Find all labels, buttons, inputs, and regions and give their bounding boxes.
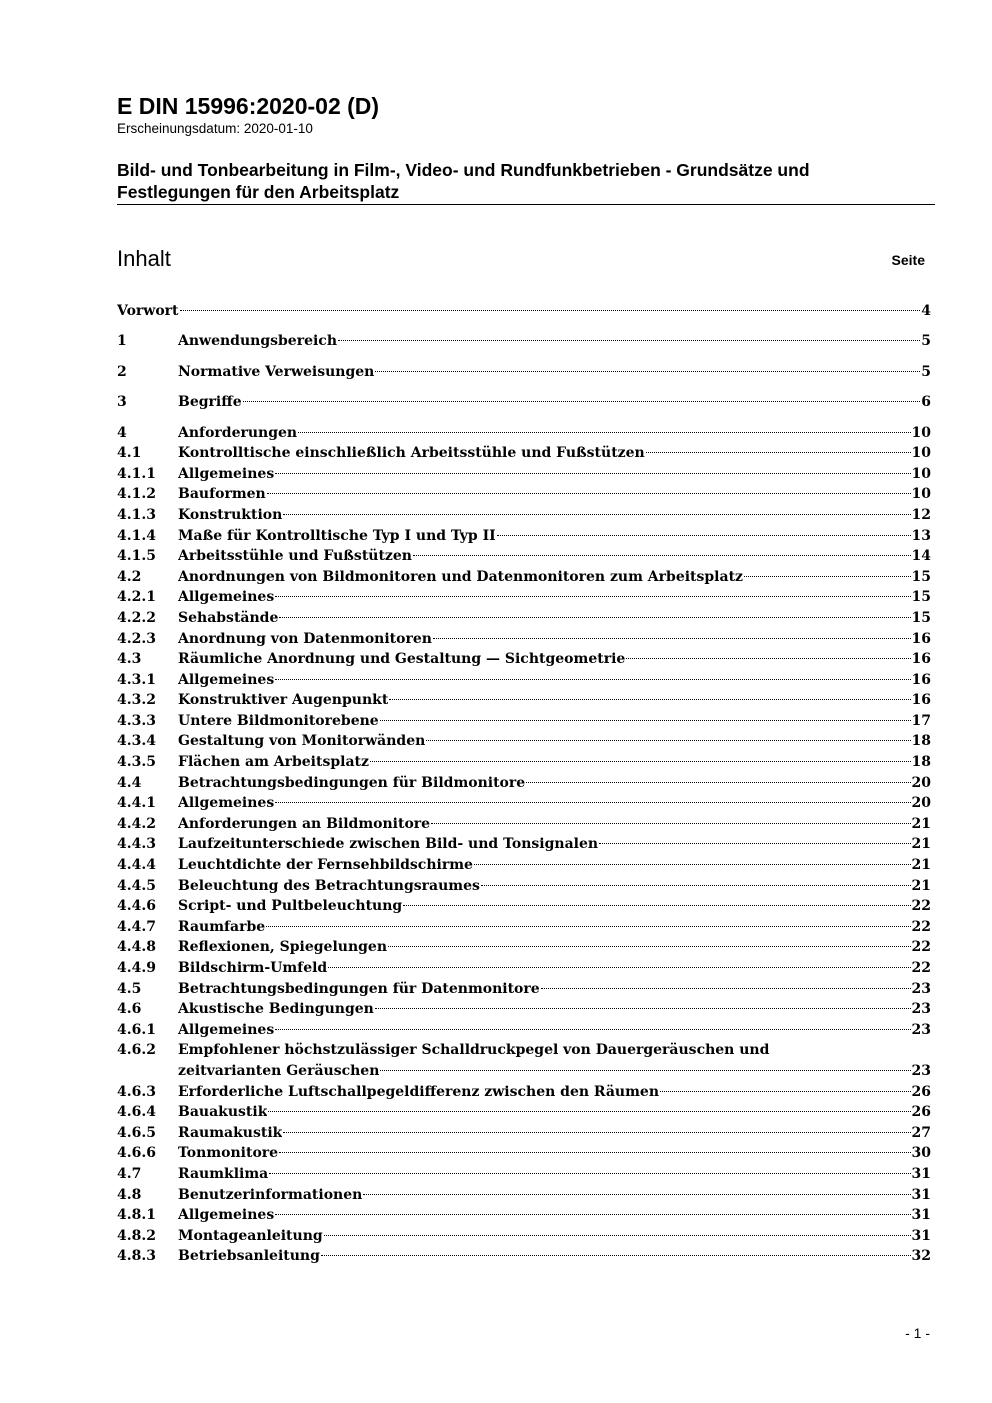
toc-leader-dots (180, 310, 921, 311)
toc-entry-number: 4 (117, 424, 127, 441)
toc-entry-page: 10 (911, 486, 931, 503)
toc-entry-line (178, 629, 931, 650)
toc-leader-dots (268, 1111, 910, 1112)
toc-leader-dots (275, 1029, 910, 1030)
toc-entry-line (178, 731, 931, 752)
toc-entry-line (178, 423, 931, 444)
toc-entry-line (178, 958, 931, 979)
toc-entry[interactable] (117, 1102, 931, 1123)
toc-leader-dots (279, 617, 910, 618)
toc-entry-title: Allgemeines (178, 465, 275, 482)
toc-entry-line (117, 301, 931, 322)
toc-entry-title: Allgemeines (178, 1207, 275, 1224)
toc-entry-title: Empfohlener höchstzulässiger Schalldruckpegel von Dauergeräuschen und (178, 1042, 770, 1059)
toc-entry-number: 4.4.2 (117, 815, 156, 832)
toc-entry[interactable] (117, 814, 931, 835)
toc-entry-line (178, 999, 931, 1020)
toc-entry-line (178, 752, 931, 773)
toc-entry-page: 4 (921, 303, 931, 319)
toc-leader-dots (497, 535, 911, 536)
toc-entry-line (178, 1205, 931, 1226)
toc-entry-title: Raumfarbe (178, 918, 266, 935)
toc-entry-number: 4.4.9 (117, 960, 156, 976)
toc-entry-number: 4.1 (117, 445, 142, 462)
toc-entry[interactable] (117, 711, 931, 732)
document-id: E DIN 15996:2020-02 (D) (117, 93, 380, 119)
toc-entry-title: Flächen am Arbeitsplatz (178, 754, 369, 771)
toc-leader-dots (413, 555, 911, 556)
toc-leader-dots (298, 432, 910, 433)
toc-entry-line (178, 670, 931, 691)
toc-entry-line (178, 464, 931, 485)
toc-entry-page: 22 (911, 960, 931, 976)
toc-leader-dots (660, 1091, 911, 1092)
toc-leader-dots (363, 1194, 910, 1195)
toc-entry-page: 22 (911, 918, 931, 935)
toc-entry-number: 4.4.5 (117, 877, 156, 894)
toc-entry[interactable] (117, 1164, 931, 1185)
toc-entry-title: Gestaltung von Monitorwänden (178, 733, 426, 750)
toc-entry-number: 4.4.7 (117, 918, 156, 935)
toc-entry-page: 15 (911, 609, 931, 626)
toc-leader-dots (646, 452, 911, 453)
toc-entry-page: 31 (911, 1227, 931, 1244)
toc-entry-title: Script- und Pultbeleuchtung (178, 898, 403, 915)
toc-entry[interactable] (117, 1143, 931, 1164)
toc-entry[interactable] (117, 464, 931, 485)
toc-entry-number: 2 (117, 363, 127, 380)
toc-entry[interactable] (117, 629, 931, 650)
toc-entry-line (178, 362, 931, 383)
toc-entry-line (178, 546, 931, 567)
toc-entry[interactable] (117, 979, 931, 1000)
toc-leader-dots (375, 1008, 911, 1009)
toc-entry[interactable] (117, 834, 931, 855)
toc-leader-dots (426, 740, 910, 741)
toc-leader-dots (375, 371, 920, 372)
toc-entry-title: Raumklima (178, 1165, 269, 1182)
toc-leader-dots (744, 576, 911, 577)
toc-entry-page: 32 (911, 1248, 931, 1265)
toc-entry[interactable] (117, 546, 931, 567)
toc-entry-title: Konstruktiver Augenpunkt (178, 692, 389, 709)
toc-entry-number: 4.1.3 (117, 506, 156, 523)
toc-entry-title: Räumliche Anordnung und Gestaltung — Sichtgeometrie (178, 651, 626, 668)
toc-entry[interactable] (117, 1246, 931, 1267)
toc-entry-line (178, 567, 931, 588)
toc-entry-number: 4.6.4 (117, 1104, 156, 1121)
document-title-line-2: Festlegungen für den Arbeitsplatz (117, 182, 400, 202)
toc-entry[interactable] (117, 876, 931, 897)
toc-entry[interactable] (117, 855, 931, 876)
toc-entry-line (178, 1185, 931, 1206)
toc-leader-dots (275, 473, 910, 474)
toc-entry-page: 16 (911, 630, 931, 647)
toc-leader-dots (403, 905, 910, 906)
toc-entry-line (178, 443, 931, 464)
toc-entry[interactable] (117, 1185, 931, 1206)
toc-leader-dots (269, 1173, 910, 1174)
toc-leader-dots (283, 514, 910, 515)
toc-entry[interactable] (117, 793, 931, 814)
toc-entry-title: Benutzerinformationen (178, 1186, 363, 1203)
toc-entry-line (178, 1020, 931, 1041)
toc-entry-page: 27 (911, 1124, 931, 1141)
toc-entry-number: 4.4.6 (117, 898, 156, 915)
toc-entry-page: 21 (911, 815, 931, 832)
toc-entry-number: 1 (117, 333, 127, 350)
toc-entry-title: Allgemeines (178, 589, 275, 606)
toc-entry-number: 4.4.1 (117, 795, 156, 812)
toc-entry-page: 10 (911, 424, 931, 441)
toc-entry[interactable] (117, 649, 931, 670)
toc-entry-number: 4.6.1 (117, 1021, 156, 1038)
toc-entry[interactable] (117, 670, 931, 691)
document-title (117, 159, 935, 205)
toc-entry[interactable] (117, 567, 931, 588)
toc-entry-line (178, 526, 931, 547)
toc-entry-number: 4.4 (117, 774, 142, 791)
toc-entry[interactable] (117, 690, 931, 711)
toc-entry-page: 5 (921, 363, 931, 380)
toc-leader-dots (338, 340, 920, 341)
toc-entry-title: Sehabstände (178, 609, 279, 626)
toc-leader-dots (324, 1235, 911, 1236)
toc-entry-title: Anwendungsbereich (178, 333, 337, 350)
contents-page-label: Seite (891, 252, 925, 268)
table-of-contents (117, 301, 931, 1267)
toc-entry-page: 18 (911, 754, 931, 771)
toc-entry-line (178, 484, 931, 505)
toc-leader-dots (370, 761, 911, 762)
toc-entry-title: Reflexionen, Spiegelungen (178, 939, 388, 956)
toc-entry-line (178, 608, 931, 629)
toc-entry-line (178, 690, 931, 711)
toc-entry-title: Betrachtungsbedingungen für Datenmonitore (178, 980, 540, 997)
toc-entry-line (178, 1143, 931, 1164)
toc-entry-title: Allgemeines (178, 1021, 275, 1038)
toc-entry-number: 4.3 (117, 651, 142, 668)
toc-entry-page: 31 (911, 1186, 931, 1203)
toc-entry-line (178, 711, 931, 732)
toc-entry-page: 31 (911, 1207, 931, 1224)
toc-entry-title: Anordnung von Datenmonitoren (178, 630, 432, 647)
toc-entry-title: Kontrolltische einschließlich Arbeitsstühle und Fußstützen (178, 445, 645, 462)
toc-entry[interactable] (117, 443, 931, 464)
page-number: - 1 - (905, 1325, 930, 1341)
toc-entry-title: Tonmonitore (178, 1145, 279, 1162)
toc-entry-title: Anforderungen an Bildmonitore (178, 815, 431, 832)
toc-entry-page: 23 (911, 980, 931, 997)
toc-entry-page: 18 (911, 733, 931, 750)
toc-entry[interactable] (117, 937, 931, 958)
toc-leader-dots (243, 401, 921, 402)
toc-entry-title: Arbeitsstühle und Fußstützen (178, 548, 412, 565)
toc-entry-title-continued: zeitvarianten Geräuschen (178, 1062, 380, 1079)
toc-entry-title: Allgemeines (178, 795, 275, 812)
toc-entry-title: Laufzeitunterschiede zwischen Bild- und Tonsignalen (178, 836, 599, 853)
toc-entry-page: 14 (911, 548, 931, 565)
toc-entry-title: Konstruktion (178, 506, 283, 523)
toc-entry-number: 4.6.5 (117, 1124, 156, 1141)
toc-entry-title: Bildschirm-Umfeld (178, 960, 328, 976)
toc-entry-title: Betriebsanleitung (178, 1248, 320, 1265)
toc-entry[interactable] (117, 1082, 931, 1103)
toc-entry-number: 4.1.5 (117, 548, 156, 565)
toc-entry-title: Leuchtdichte der Fernsehbildschirme (178, 857, 473, 874)
toc-entry-page: 16 (911, 651, 931, 668)
toc-entry-number: 4.2.2 (117, 609, 156, 626)
toc-entry-title: Anforderungen (178, 424, 298, 441)
toc-entry-page: 23 (911, 1001, 931, 1018)
toc-entry-page: 31 (911, 1165, 931, 1182)
toc-entry-page: 26 (911, 1104, 931, 1121)
toc-leader-dots (267, 493, 911, 494)
toc-entry[interactable] (117, 999, 931, 1020)
toc-entry-page: 22 (911, 939, 931, 956)
toc-entry-title: Erforderliche Luftschallpegeldifferenz zwischen den Räumen (178, 1083, 660, 1100)
toc-entry-title: Vorwort (117, 303, 179, 319)
publication-date: Erscheinungsdatum: 2020-01-10 (117, 121, 313, 136)
toc-entry-page: 21 (911, 877, 931, 894)
toc-leader-dots (275, 596, 910, 597)
toc-entry[interactable] (117, 392, 931, 413)
toc-entry[interactable] (117, 505, 931, 526)
toc-entry-page: 26 (911, 1083, 931, 1100)
toc-entry-line (178, 505, 931, 526)
toc-entry-number: 4.8.1 (117, 1207, 156, 1224)
toc-entry-number: 4.6 (117, 1001, 142, 1018)
toc-entry-line (178, 1246, 931, 1267)
toc-entry-page: 5 (921, 333, 931, 350)
toc-entry-page: 15 (911, 589, 931, 606)
toc-entry-line (178, 793, 931, 814)
toc-entry[interactable] (117, 587, 931, 608)
toc-entry-line (178, 773, 931, 794)
toc-leader-dots (266, 926, 910, 927)
toc-entry-number: 4.1.2 (117, 486, 156, 503)
toc-entry[interactable] (117, 1226, 931, 1247)
toc-entry-line (178, 1102, 931, 1123)
toc-entry[interactable] (117, 526, 931, 547)
toc-entry-number: 4.3.5 (117, 754, 156, 771)
toc-entry[interactable] (117, 1020, 931, 1041)
toc-leader-dots (626, 658, 910, 659)
toc-entry-line (178, 834, 931, 855)
toc-leader-dots (380, 720, 911, 721)
toc-entry-page: 10 (911, 465, 931, 482)
toc-entry[interactable] (117, 301, 931, 322)
toc-entry[interactable] (117, 917, 931, 938)
toc-entry[interactable] (117, 331, 931, 352)
toc-entry-continuation[interactable] (117, 1061, 931, 1082)
toc-entry-title: Montageanleitung (178, 1227, 323, 1244)
toc-entry-page: 16 (911, 671, 931, 688)
toc-entry-title: Beleuchtung des Betrachtungsraumes (178, 877, 480, 894)
toc-leader-dots (474, 864, 911, 865)
toc-entry-title: Untere Bildmonitorebene (178, 712, 379, 729)
toc-entry-page: 21 (911, 836, 931, 853)
toc-entry-line (178, 1082, 931, 1103)
toc-entry-line (178, 1164, 931, 1185)
toc-entry-page: 12 (911, 506, 931, 523)
toc-entry-line (178, 979, 931, 1000)
toc-entry-title: Maße für Kontrolltische Typ I und Typ II (178, 527, 496, 544)
toc-entry[interactable] (117, 1123, 931, 1144)
toc-entry-number: 4.3.1 (117, 671, 156, 688)
toc-entry[interactable] (117, 1205, 931, 1226)
toc-leader-dots (275, 679, 910, 680)
toc-entry-line (178, 937, 931, 958)
toc-entry-number: 4.4.8 (117, 939, 156, 956)
toc-entry-line (178, 1061, 931, 1082)
toc-entry[interactable] (117, 423, 931, 444)
toc-leader-dots (275, 802, 910, 803)
toc-entry-title: Bauakustik (178, 1104, 268, 1121)
toc-entry-line (178, 1123, 931, 1144)
toc-leader-dots (526, 782, 910, 783)
toc-entry-line (178, 1226, 931, 1247)
toc-entry-line (178, 331, 931, 352)
toc-entry-number: 4.4.4 (117, 857, 156, 874)
toc-entry-line (178, 917, 931, 938)
toc-entry-number: 4.8.2 (117, 1227, 156, 1244)
toc-entry-page: 30 (911, 1145, 931, 1162)
toc-entry-line (178, 855, 931, 876)
toc-entry-page: 23 (911, 1021, 931, 1038)
toc-entry-page: 13 (911, 527, 931, 544)
toc-entry-page: 22 (911, 898, 931, 915)
toc-entry-line (178, 392, 931, 413)
toc-entry[interactable] (117, 731, 931, 752)
toc-entry-line (178, 876, 931, 897)
toc-entry-page: 20 (911, 774, 931, 791)
toc-leader-dots (389, 699, 910, 700)
toc-leader-dots (431, 823, 910, 824)
toc-entry[interactable] (117, 773, 931, 794)
toc-entry-number: 4.1.4 (117, 527, 156, 544)
toc-entry-title: Begriffe (178, 394, 242, 411)
toc-entry-title: Betrachtungsbedingungen für Bildmonitore (178, 774, 526, 791)
toc-entry-page: 6 (921, 394, 931, 411)
toc-entry-number: 4.6.2 (117, 1042, 156, 1059)
toc-entry-title: Raumakustik (178, 1124, 283, 1141)
toc-entry-number: 4.2.1 (117, 589, 156, 606)
toc-entry-page: 15 (911, 568, 931, 585)
toc-leader-dots (321, 1255, 911, 1256)
toc-entry-page: 20 (911, 795, 931, 812)
toc-leader-dots (283, 1132, 910, 1133)
toc-entry-title: Akustische Bedingungen (178, 1001, 374, 1018)
contents-heading (117, 244, 925, 274)
toc-entry-page: 16 (911, 692, 931, 709)
toc-entry-number: 4.5 (117, 980, 142, 997)
toc-entry-title: Normative Verweisungen (178, 363, 375, 380)
toc-entry-title: Bauformen (178, 486, 266, 503)
toc-entry-number: 4.2.3 (117, 630, 156, 647)
document-title-line-1: Bild- und Tonbearbeitung in Film-, Video- und Rundfunkbetrieben - Grundsätze und (117, 160, 810, 180)
toc-entry-number: 4.1.1 (117, 465, 156, 482)
toc-entry-number: 4.3.2 (117, 692, 156, 709)
toc-entry-number: 4.2 (117, 568, 142, 585)
toc-entry[interactable] (117, 896, 931, 917)
toc-leader-dots (275, 1214, 910, 1215)
toc-entry[interactable] (117, 608, 931, 629)
toc-leader-dots (433, 638, 911, 639)
toc-entry-number: 4.7 (117, 1165, 142, 1182)
toc-entry[interactable] (117, 752, 931, 773)
toc-entry-number: 4.8.3 (117, 1248, 156, 1265)
toc-entry-number: 3 (117, 394, 127, 411)
toc-entry-line (178, 587, 931, 608)
toc-entry-number: 4.6.6 (117, 1145, 156, 1162)
toc-entry-line (178, 649, 931, 670)
toc-entry-page: 23 (911, 1062, 931, 1079)
toc-leader-dots (541, 988, 911, 989)
toc-entry[interactable] (117, 1040, 931, 1061)
toc-entry-number: 4.4.3 (117, 836, 156, 853)
toc-leader-dots (599, 843, 910, 844)
toc-entry-page: 10 (911, 445, 931, 462)
toc-leader-dots (328, 967, 910, 968)
toc-entry-number: 4.3.3 (117, 712, 156, 729)
toc-entry-number: 4.8 (117, 1186, 142, 1203)
toc-entry-title: Anordnungen von Bildmonitoren und Datenmonitoren zum Arbeitsplatz (178, 568, 743, 585)
toc-entry[interactable] (117, 958, 931, 979)
toc-leader-dots (380, 1070, 910, 1071)
contents-title: Inhalt (117, 246, 171, 271)
toc-entry-page: 17 (911, 712, 931, 729)
toc-entry-line (178, 814, 931, 835)
toc-entry-title: Allgemeines (178, 671, 275, 688)
toc-entry-line (178, 896, 931, 917)
document-header (117, 92, 935, 205)
toc-entry[interactable] (117, 484, 931, 505)
toc-leader-dots (279, 1152, 910, 1153)
toc-entry-page: 21 (911, 857, 931, 874)
toc-entry[interactable] (117, 362, 931, 383)
toc-entry-number: 4.6.3 (117, 1083, 156, 1100)
toc-leader-dots (481, 885, 911, 886)
toc-leader-dots (388, 946, 911, 947)
toc-entry-number: 4.3.4 (117, 733, 156, 750)
